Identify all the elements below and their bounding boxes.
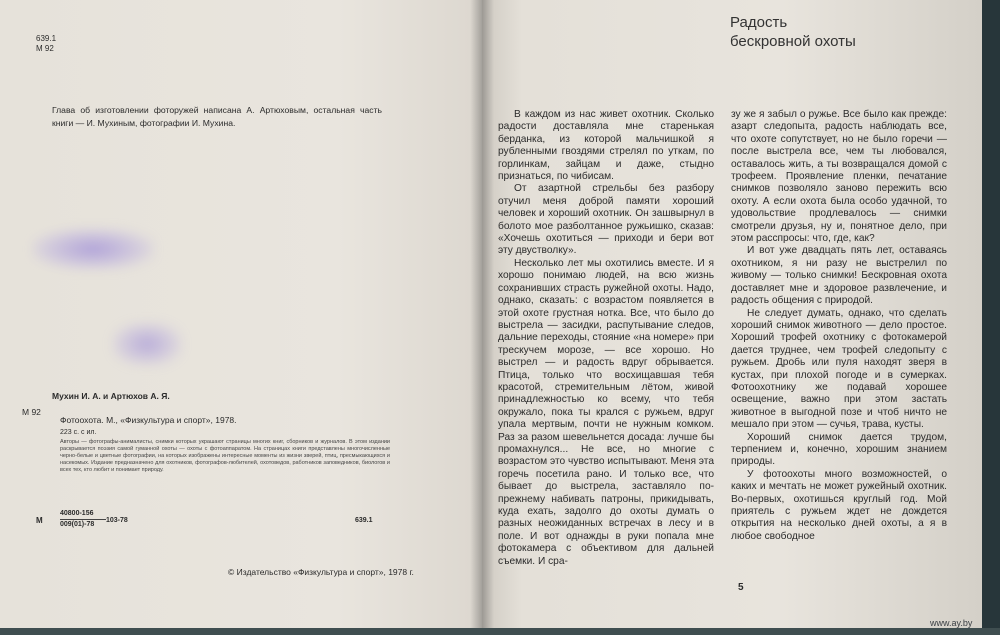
- blurred-stamp: [32, 228, 154, 270]
- table-edge: [982, 0, 1000, 635]
- paragraph: От азартной стрельбы без разбору отучил меня доброй памяти хороший человек и хороший охотник. Он зашвырнул в болото мое разболтанное ружьишко, сказав: «Хочешь охотиться — приходи и бери вот эту двустволку».: [498, 183, 714, 257]
- code-line-2: 009(01)-78: [60, 521, 95, 528]
- paragraph: Хороший снимок дается трудом, терпением и, конечно, хорошим знанием природы.: [731, 431, 947, 468]
- index-code: 639.1: [36, 34, 57, 43]
- code-divider: [60, 519, 106, 520]
- code-number: 103-78: [106, 517, 128, 524]
- copyright-line: © Издательство «Физкультура и спорт», 1978 г.: [228, 567, 414, 577]
- author-code: М 92: [36, 44, 54, 53]
- paragraph: Не следует думать, однако, что сделать хороший снимок животного — дело простое. Хороший трофей охотнику с фотокамерой дается труднее, чем трофей следопыту с ружьем. Дробь или пуля находят зверя в кустах, при плохой погоде и в сумерках. Фотоохотнику же подавай хорошее освещение, важно при этом застать животное в выгодной позе и чтоб ничто не мешало при этом — сучья, трава, кусты.: [731, 307, 947, 431]
- biblio-authors: Мухин И. А. и Артюхов А. Я.: [52, 391, 170, 401]
- m-code: М: [36, 516, 43, 525]
- annotation-text: Авторы — фотографы-анималисты, снимки которых украшают страницы многих книг, сборников и журналов. В этом издании раскрывается поэзия самой гуманной охоты — охоты с фотоаппаратом. На страницах книги представлены многочисленные черно-белые и цветные фотографии, на которых изображены интересные моменты из жизни зверей, птиц, пресмыкающихся и насекомых. Издание предназначено для охотников, фотографов-любителей, охотоведов, работников заповедников, биологов и всех тех, кто любит и понимает природу.: [60, 439, 390, 473]
- text-column-1: [498, 109, 714, 568]
- text-column-2: [731, 109, 947, 543]
- credits-text: Глава об изготовлении фоторужей написана А. Артюховым, остальная часть книги — И. Мухиным, фотографии И. Мухина.: [52, 105, 382, 128]
- biblio-pages: 223 с. с ил.: [60, 429, 97, 436]
- paragraph: И вот уже двадцать пять лет, оставаясь охотником, я ни разу не выстрелил по живому — только снимки! Бескровная охота доставляет мне и здоровое развлечение, и радость общения с природой.: [731, 245, 947, 307]
- page-number: 5: [738, 582, 744, 593]
- biblio-code: М 92: [22, 407, 41, 417]
- paragraph: Несколько лет мы охотились вместе. И я хорошо понимаю людей, на всю жизнь сохранивших страсть ружейной охоты. Надо, однако, сказать: с возрастом появляется в этой охоте грустная нотка. Все, что было до выстрела — засидки, распутывание следов, дальние переходы, стояние «на номере» при трескучем морозе, — все хорошо. Но выстрел — и радость вдруг обрывается. Птица, только что восхищавшая тебя красотой, стремительным лётом, живой принадлежностью ко всему, что тебя окружало, пока ты крался с ружьем, вдруг упала мертвым, почти не нужным комком. Раз за разом шевельнется досада: лучше бы промахнулся... Не все, но многие с возрастом это чувство испытывают. Меня эта горечь посетила рано. И только все, что бывает до выстрела, заставляло по-прежнему набивать патроны, прикидывать, куда ехать, задолго до охоты думать о разных неожиданных встречах в лесу и в поле. И вот однажды в руки попала мне фотокамера с объективом для дальней съемки. И сра-: [498, 257, 714, 567]
- biblio-title: Фотоохота. М., «Физкультура и спорт», 1978.: [60, 415, 237, 425]
- chapter-title-line-2: бескровной охоты: [730, 33, 856, 50]
- left-page: [0, 0, 482, 628]
- book-spine-shadow: [470, 0, 494, 628]
- book-bottom-edge: [0, 628, 1000, 635]
- blurred-mark: [112, 322, 182, 366]
- right-page: [482, 0, 982, 628]
- paragraph: зу же я забыл о ружье. Все было как прежде: азарт следопыта, радость наблюдать все, что охоте сопутствует, но не было горечи — после выстрела все, чем ты любовался, оставалось жить, а ты возвращался домой с трофеем. Проявление пленки, печатание снимков позволяло заново пережить всю охоту. А если охота была особо удачной, то удовольствие продлевалось — снимки смотрели друзья, ну и, понятное дело, при этом расспросы: что, где, как?: [731, 109, 947, 245]
- code-right: 639.1: [355, 517, 373, 524]
- watermark-text: www.ay.by: [930, 618, 973, 628]
- paragraph: У фотоохоты много возможностей, о каких и мечтать не может ружейный охотник. Во-первых, охотишься круглый год. Мой приятель с ружьем ждет не дождется открытия на несколько дней охоты, а я в любое свободное: [731, 468, 947, 542]
- chapter-title-line-1: Радость: [730, 14, 788, 31]
- code-line-1: 40800-156: [60, 510, 94, 517]
- paragraph: В каждом из нас живет охотник. Сколько радости доставляла мне старенькая берданка, из которой мальчишкой я рубленными гвоздями стрелял по уткам, по горлинкам, зайцам и даже, стыдно признаться, по чибисам.: [498, 109, 714, 183]
